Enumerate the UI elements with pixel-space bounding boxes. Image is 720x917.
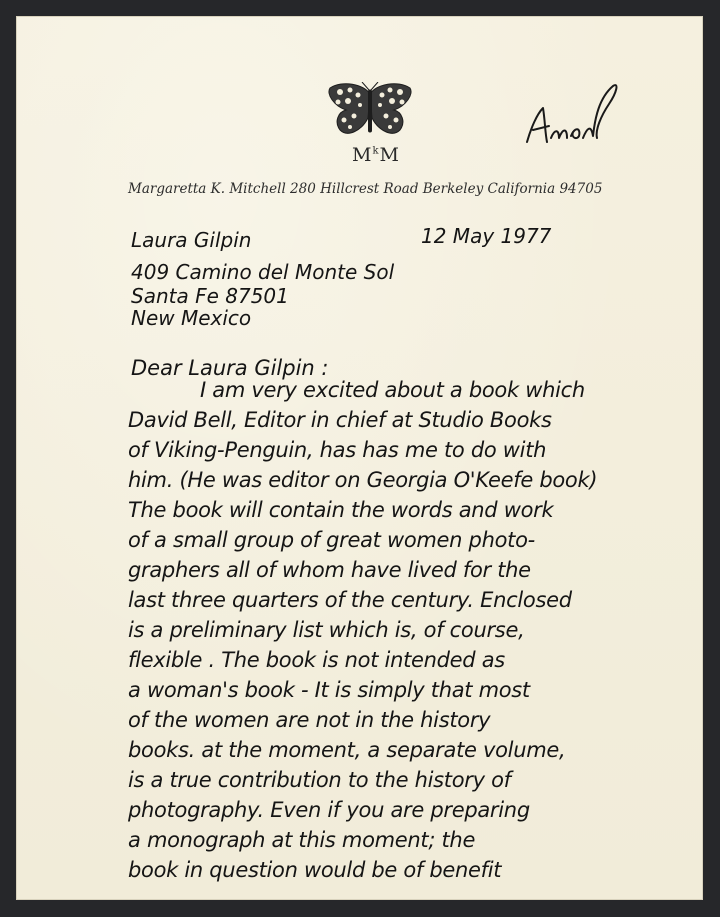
body-line: of the women are not in the history <box>128 708 491 732</box>
letter-date: 12 May 1977 <box>421 224 552 248</box>
body-line: of a small group of great women photo- <box>128 528 535 552</box>
body-line: David Bell, Editor in chief at Studio Books <box>128 408 552 432</box>
body-line: is a true contribution to the history of <box>128 768 511 792</box>
body-line: The book will contain the words and work <box>128 498 554 522</box>
body-line: book in question would be of benefit <box>128 858 502 882</box>
body-line: flexible . The book is not intended as <box>128 648 505 672</box>
initials-mark <box>521 78 631 158</box>
letterhead-address: Margaretta K. Mitchell 280 Hillcrest Road Berkeley California 94705 <box>128 181 603 197</box>
body-line: books. at the moment, a separate volume, <box>128 738 566 762</box>
body-line: last three quarters of the century. Enclosed <box>128 588 572 612</box>
body-line: him. (He was editor on Georgia O'Keefe book) <box>128 468 598 492</box>
recipient-state: New Mexico <box>131 306 252 330</box>
body-line: is a preliminary list which is, of course, <box>128 618 525 642</box>
recipient-name: Laura Gilpin <box>131 228 252 252</box>
monogram: $M^kM$ <box>352 144 400 166</box>
recipient-city: Santa Fe 87501 <box>131 284 289 308</box>
body-line: photography. Even if you are preparing <box>128 798 530 822</box>
body-line: a monograph at this moment; the <box>128 828 476 852</box>
body-line: graphers all of whom have lived for the <box>128 558 531 582</box>
body-line: of Viking-Penguin, has has me to do with <box>128 438 547 462</box>
letter-page <box>16 16 703 900</box>
body-line: I am very excited about a book which <box>200 378 585 402</box>
salutation: Dear Laura Gilpin : <box>131 356 329 380</box>
monogram-superscript: k <box>372 145 380 157</box>
recipient-street: 409 Camino del Monte Sol <box>131 260 395 284</box>
body-line: a woman's book - It is simply that most <box>128 678 530 702</box>
